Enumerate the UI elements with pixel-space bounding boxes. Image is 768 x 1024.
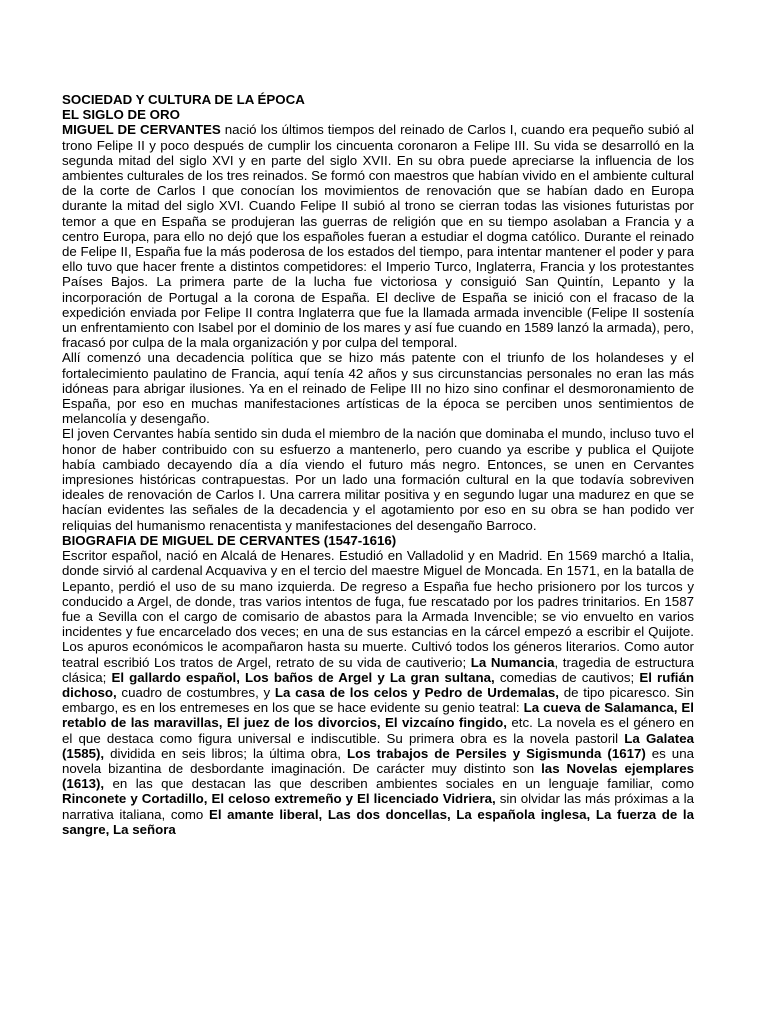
work-title: El amante liberal, Las dos doncellas, La española inglesa, La fuerza de la sangre, La señora	[62, 806, 695, 837]
work-title: La cueva de Salamanca, El retablo de las maravillas, El juez de los divorcios, El vizcaíno fingido,	[62, 700, 694, 731]
work-title: El rufián dichoso,	[62, 669, 694, 700]
biography-text: cuadro de costumbres, y	[116, 684, 275, 700]
biography-text: , tragedia de estructura clásica;	[62, 654, 695, 685]
biography-text: comedias de cautivos;	[494, 669, 640, 685]
work-title: Los trabajos de Persiles y Sigismunda (1617)	[346, 745, 646, 761]
work-title: Rinconete y Cortadillo, El celoso extremeño y El licenciado Vidriera,	[62, 791, 496, 807]
work-title: La casa de los celos y Pedro de Urdemalas,	[274, 684, 559, 700]
young-cervantes-paragraph: El joven Cervantes había sentido sin duda el miembro de la nación que dominaba el mundo, incluso tuvo el honor de haber contribuido con su esfuerzo a mantenerlo, pero cuando ya escribe y publica el Quijote había cambiado decayendo día a día viendo el futuro más negro. Entonces, se unen en Cervantes impresiones históricas contrapuestas. Por un lado una formación cultural en la que todavía sobreviven ideales de renovación de Carlos I. Una carrera militar positiva y en segundo lugar una madurez en que se hacían evidentes las señales de la decadencia y el agotamiento por eso en su obra se han podido ver reliquias del humanismo renacentista y manifestaciones del desengaño Barroco.	[62, 426, 694, 533]
biography-heading: BIOGRAFIA DE MIGUEL DE CERVANTES (1547-1616)	[62, 532, 397, 548]
biography-text: en las que destacan las que describen ambientes sociales en un lenguaje familiar, como	[104, 776, 694, 792]
biography-text: Escritor español, nació en Alcalá de Henares. Estudió en Valladolid y en Madrid. En 1569 marchó a Italia, donde sirvió al cardenal Acquaviva y en el tercio del maestre Miguel de Moncada. En 1571, en la batalla de Lepanto, perdió el uso de su mano izquierda. De regreso a España fue hecho prisionero por los turcos y conducido a Argel, de donde, tras varios intentos de fuga, fue rescatado por los padres trinitarios. En 1587 fue a Sevilla con el cargo de comisario de abastos para la Armada Invencible; se vio envuelto en varios incidentes y fue encarcelado dos veces; en una de sus estancias en la cárcel empezó a escribir el Quijote. Los apuros económicos le acompañaron hasta su muerte. Cultivó todos los géneros literarios. Como autor teatral escribió Los tratos de Argel, retrato de su vida de cautiverio;	[62, 548, 694, 670]
work-title: El gallardo español, Los baños de Argel y La gran sultana,	[111, 669, 495, 685]
document-subtitle: EL SIGLO DE ORO	[62, 107, 180, 123]
biography-text: de tipo picaresco. Sin embargo, es en los entremeses en los que se hace evidente su genio teatral:	[62, 684, 694, 716]
work-title: La Numancia	[470, 654, 555, 670]
biography-text: dividida en seis libros; la última obra,	[104, 745, 347, 761]
author-name: MIGUEL DE CERVANTES	[62, 122, 221, 138]
biography-text: sin olvidar las más próximas a la narrativa italiana, como	[62, 791, 694, 822]
intro-paragraph	[62, 122, 694, 350]
biography-text: es una novela bizantina de desbordante imaginación. De carácter muy distinto son	[62, 745, 694, 776]
biography-paragraph	[62, 548, 694, 837]
document-title: SOCIEDAD Y CULTURA DE LA ÉPOCA	[62, 92, 305, 107]
decline-paragraph: Allí comenzó una decadencia política que se hizo más patente con el triunfo de los holandeses y el fortalecimiento paulatino de Francia, aquí tenía 42 años y sus circunstancias personales no eran las más idóneas para abrigar ilusiones. Ya en el reinado de Felipe III no hizo sino confinar el desmoronamiento de España, por eso en muchas manifestaciones artísticas de la época se perciben unos sentimientos de melancolía y desengaño.	[62, 350, 694, 427]
document-page	[62, 92, 694, 837]
biography-text: etc. La novela es el género en el que destaca como figura universal e indiscutible. Su primera obra es la novela pastoril	[62, 715, 694, 746]
work-title: La Galatea (1585),	[62, 730, 694, 761]
work-title: las Novelas ejemplares (1613),	[62, 760, 694, 792]
intro-text: nació los últimos tiempos del reinado de Carlos I, cuando era pequeño subió al trono Felipe II y poco después de cumplir los cincuenta coronaron a Felipe III. Su vida se desarrolló en la segunda mitad del siglo XVI y en parte del siglo XVII. En su obra puede apreciarse la influencia de los ambientes culturales de los tres reinados. Se formó con maestros que habían vivido en el ambiente cultural de la corte de Carlos I que conocían los movimientos de renovación que se habían dado en Europa durante la mitad del siglo XVI. Cuando Felipe II subió al trono se cierran todas las visiones futuristas por temor a que en España se produjeran las guerras de religión que en su tiempo asolaban a Francia y a centro Europa, para ello no dejó que los españoles fueran a estudiar el dogma católico. Durante el reinado de Felipe II, España fue la más poderosa de los estados del tiempo, para intentar mantener el poder y para ello tuvo que hacer frente a distintos competidores: el Imperio Turco, Inglaterra, Francia y los protestantes Países Bajos. La primera parte de la lucha fue victoriosa y consiguió San Quintín, Lepanto y la incorporación de Portugal a la corona de España. El declive de España se inició con el fracaso de la expedición enviada por Felipe II contra Inglaterra que fue la llamada armada invencible (Felipe II sostenía un enfrentamiento con Isabel por el dominio de los mares y así fue cuando en 1589 lanzó la armada), pero, fracasó por culpa de la mala organización y por culpa del temporal.	[62, 122, 694, 351]
